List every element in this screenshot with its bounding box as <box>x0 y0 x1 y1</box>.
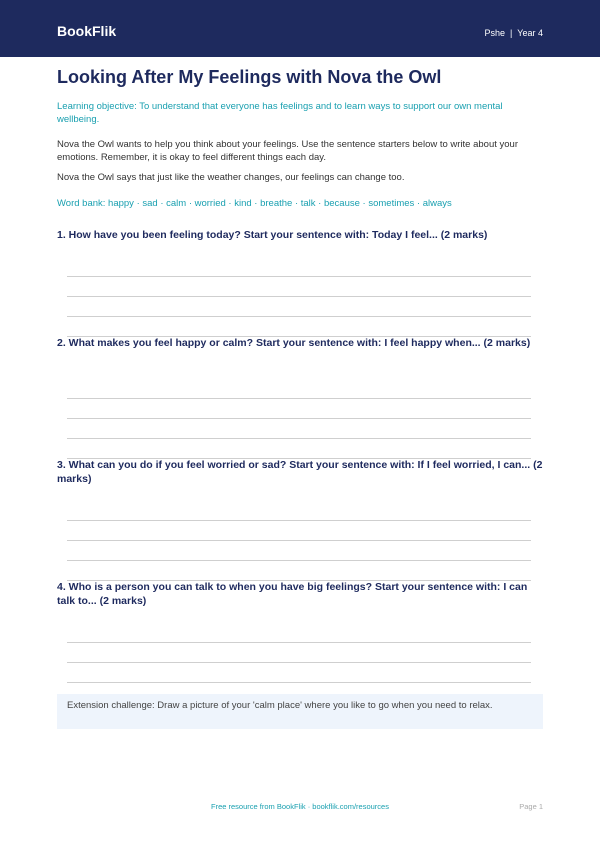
meta-separator: | <box>509 28 513 38</box>
question-1: 1. How have you been feeling today? Start your sentence with: Today I feel... (2 marks) <box>57 229 488 241</box>
answer-line[interactable] <box>67 316 531 317</box>
page-number: Page 1 <box>519 802 543 811</box>
question-4: 4. Who is a person you can talk to when you have big feelings? Start your sentence with: I can talk to... (2 marks) <box>57 581 528 607</box>
learning-objective: Learning objective: To understand that everyone has feelings and to learn ways to support our own mental wellbeing. <box>57 101 503 125</box>
answer-line[interactable] <box>67 662 531 663</box>
answer-line[interactable] <box>67 418 531 419</box>
answer-line[interactable] <box>67 438 531 439</box>
extension-challenge-text: Extension challenge: Draw a picture of your 'calm place' where you like to go when you need to relax. <box>67 700 493 711</box>
header-meta <box>484 27 543 39</box>
answer-line[interactable] <box>67 540 531 541</box>
answer-line[interactable] <box>67 520 531 521</box>
footer-text: Free resource from BookFlik · bookflik.com/resources <box>211 802 389 811</box>
answer-line[interactable] <box>67 276 531 277</box>
question-3: 3. What can you do if you feel worried or sad? Start your sentence with: If I feel worried, I can... (2 marks) <box>57 459 543 485</box>
header-bar <box>0 0 600 57</box>
word-bank: Word bank: happy · sad · calm · worried · kind · breathe · talk · because · sometimes · always <box>57 198 452 209</box>
year-label: Year 4 <box>517 28 543 38</box>
intro-paragraph: Nova the Owl wants to help you think about your feelings. Use the sentence starters below to write about your emotions. Remember, it is okay to feel different things each day. <box>57 139 519 163</box>
question-2: 2. What makes you feel happy or calm? Start your sentence with: I feel happy when... (2 marks) <box>57 337 531 349</box>
page-title: Looking After My Feelings with Nova the Owl <box>57 67 442 87</box>
answer-line[interactable] <box>67 398 531 399</box>
subject-label: Pshe <box>484 28 505 38</box>
answer-line[interactable] <box>67 560 531 561</box>
brand-logo: BookFlik <box>57 23 117 39</box>
answer-line[interactable] <box>67 296 531 297</box>
answer-line[interactable] <box>67 682 531 683</box>
answer-line[interactable] <box>67 642 531 643</box>
extension-challenge-box <box>57 694 543 729</box>
intro-paragraph: Nova the Owl says that just like the weather changes, our feelings can change too. <box>57 172 405 183</box>
